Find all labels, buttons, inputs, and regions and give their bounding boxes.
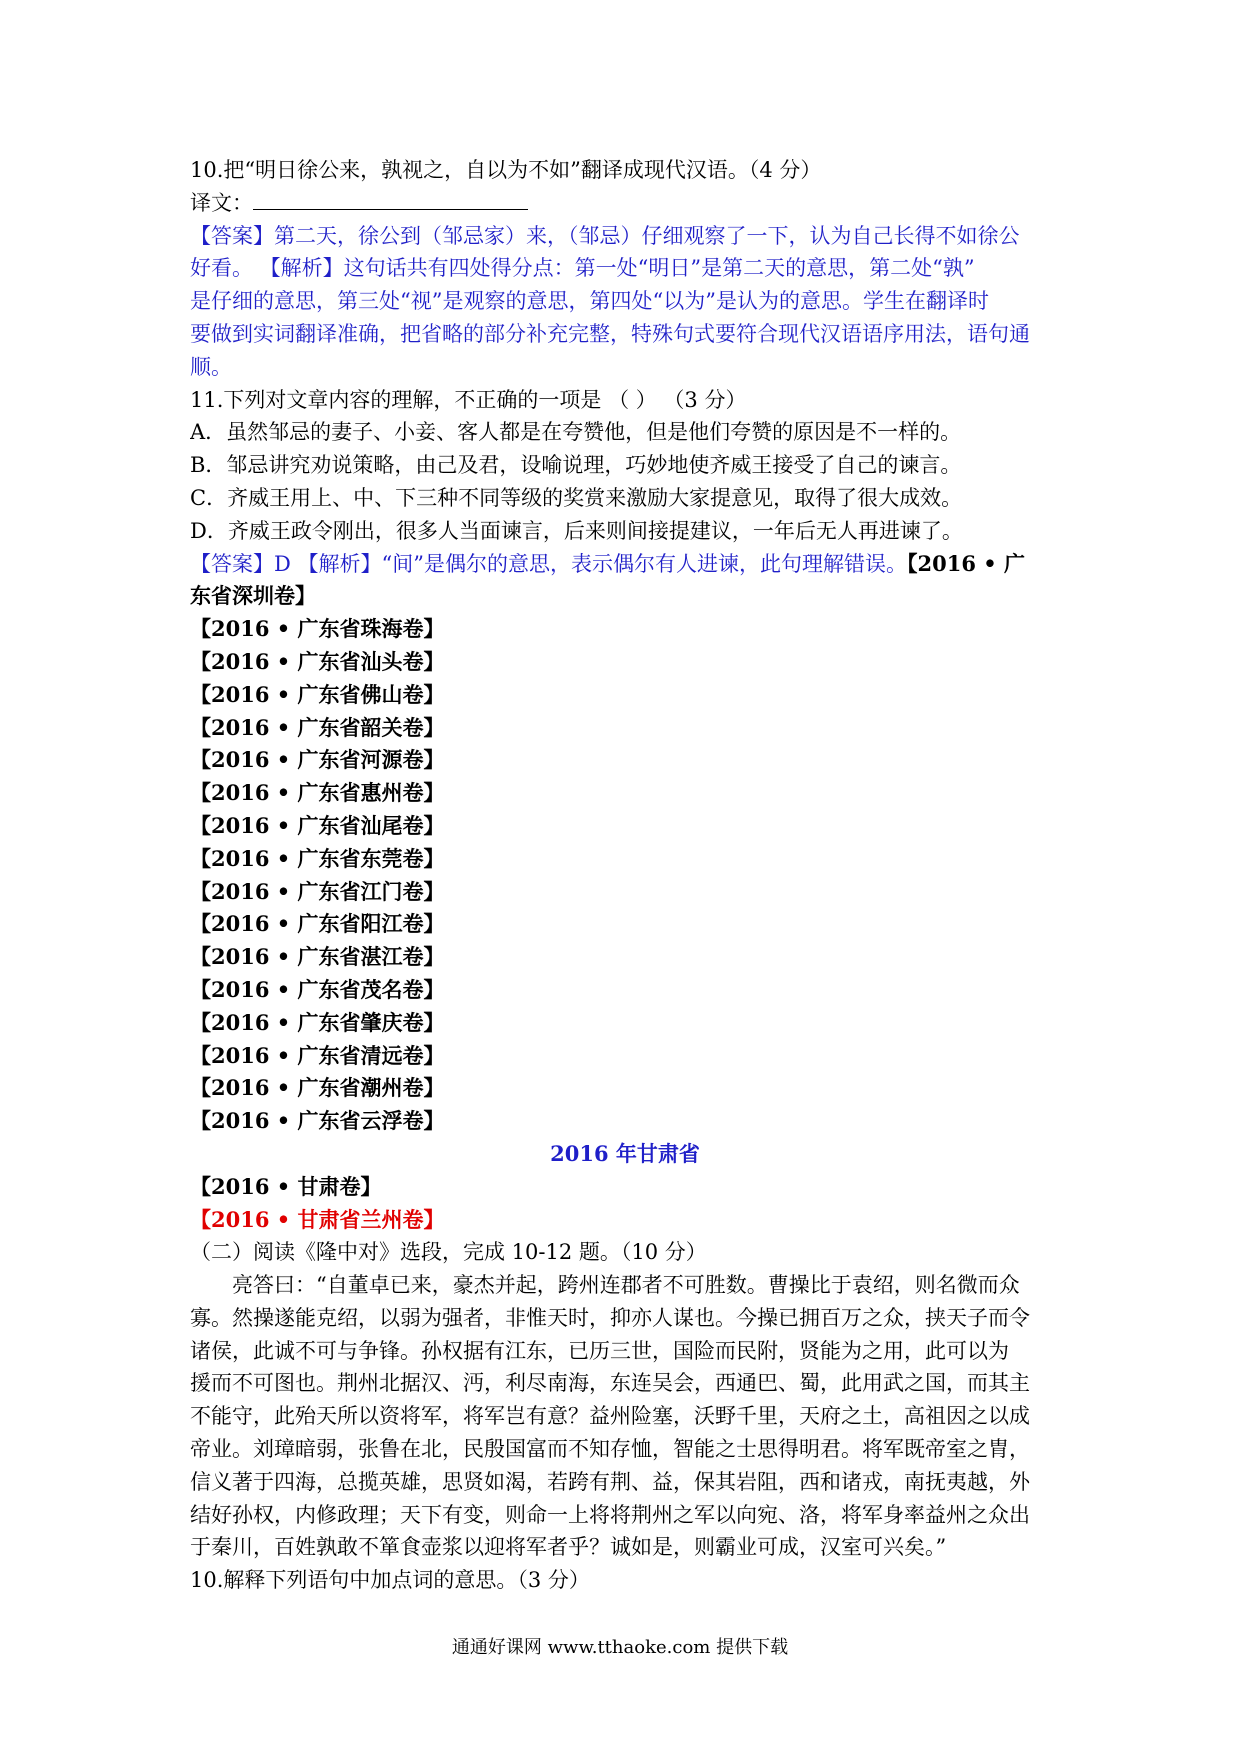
passage-line: 援而不可图也。荆州北据汉、沔，利尽南海，东连吴会，西通巴、蜀，此用武之国，而其主	[190, 1371, 1030, 1396]
question-10-explain: 10.解释下列语句中加点词的意思。（3 分）	[190, 1568, 590, 1593]
question-11: 11.下列对文章内容的理解，不正确的一项是 （ ） （3 分）	[190, 387, 747, 412]
section-header-shenzhen-start: 【2016 • 广	[906, 550, 1025, 576]
passage-line: 结好孙权，内修政理；天下有变，则命一上将将荆州之军以向宛、洛，将军身率益州之众出	[190, 1502, 1030, 1527]
section-header: 【2016 • 广东省汕头卷】	[190, 648, 445, 674]
section-header: 【2016 • 广东省惠州卷】	[190, 780, 445, 806]
option-a: A．虽然邹忌的妻子、小妾、客人都是在夸赞他，但是他们夸赞的原因是不一样的。	[190, 420, 962, 445]
section-header: 【2016 • 广东省阳江卷】	[190, 911, 445, 937]
section-header: 【2016 • 广东省肇庆卷】	[190, 1009, 445, 1035]
document-page	[190, 154, 1060, 1597]
passage-line: 帝业。刘璋暗弱，张鲁在北，民殷国富而不知存恤，智能之士思得明君。将军既帝室之胄，	[190, 1437, 1030, 1462]
section-header-shenzhen-end: 东省深圳卷】	[190, 583, 316, 609]
answer-11-text: 【答案】D 【解析】“间”是偶尔的意思，表示偶尔有人进谏，此句理解错误。	[190, 551, 907, 576]
answer-blank-line	[253, 191, 528, 210]
section-header: 【2016 • 广东省云浮卷】	[190, 1108, 445, 1134]
page-footer: 通通好课网 www.tthaoke.com 提供下载	[451, 1637, 789, 1658]
question-10-translate: 10.把“明日徐公来，孰视之，自以为不如”翻译成现代汉语。（4 分）	[190, 158, 822, 182]
reading-intro: （二）阅读《隆中对》选段，完成 10-12 题。（10 分）	[190, 1240, 707, 1265]
option-b: B．邹忌讲究劝说策略，由己及君，设喻说理，巧妙地使齐威王接受了自己的谏言。	[190, 453, 962, 478]
section-header: 【2016 • 广东省清远卷】	[190, 1042, 445, 1068]
answer-11-row	[190, 548, 1060, 581]
section-header-gansu: 【2016 • 甘肃卷】	[190, 1173, 382, 1199]
option-c: C．齐威王用上、中、下三种不同等级的奖赏来激励大家提意见，取得了很大成效。	[190, 485, 963, 510]
option-d: D．齐威王政令刚出，很多人当面谏言，后来则间接提建议，一年后无人再进谏了。	[190, 518, 963, 543]
answer-line: 好看。 【解析】这句话共有四处得分点：第一处“明日”是第二天的意思，第二处“孰”	[190, 256, 975, 281]
section-header: 【2016 • 广东省河源卷】	[190, 747, 445, 773]
section-header: 【2016 • 广东省东莞卷】	[190, 845, 445, 871]
passage-line: 信义著于四海，总揽英雄，思贤如渴，若跨有荆、益，保其岩阻，西和诸戎，南抚夷越，外	[190, 1469, 1030, 1494]
translation-blank-row	[190, 187, 1060, 220]
section-header-lanzhou: 【2016 • 甘肃省兰州卷】	[190, 1206, 445, 1232]
section-header: 【2016 • 广东省汕尾卷】	[190, 812, 445, 838]
section-header: 【2016 • 广东省湛江卷】	[190, 944, 445, 970]
section-header: 【2016 • 广东省江门卷】	[190, 878, 445, 904]
passage-line: 不能守，此殆天所以资将军，将军岂有意？益州险塞，沃野千里，天府之土，高祖因之以成	[190, 1404, 1030, 1429]
answer-line: 要做到实词翻译准确，把省略的部分补充完整，特殊句式要符合现代汉语语序用法，语句通	[190, 321, 1030, 346]
passage-line: 亮答曰：“自董卓已来，豪杰并起，跨州连郡者不可胜数。曹操比于袁绍，则名微而众	[232, 1273, 1020, 1298]
section-header: 【2016 • 广东省茂名卷】	[190, 976, 445, 1002]
section-header: 【2016 • 广东省潮州卷】	[190, 1075, 445, 1101]
translation-label: 译文：	[190, 190, 253, 215]
passage-line: 寡。然操遂能克绍，以弱为强者，非惟天时，抑亦人谋也。今操已拥百万之众，挟天子而令	[190, 1305, 1030, 1330]
province-title: 2016 年甘肃省	[550, 1140, 700, 1166]
answer-line: 【答案】第二天，徐公到（邹忌家）来，（邹忌）仔细观察了一下，认为自己长得不如徐公	[190, 223, 1020, 248]
section-header: 【2016 • 广东省珠海卷】	[190, 616, 445, 642]
answer-line: 是仔细的意思，第三处“视”是观察的意思，第四处“以为”是认为的意思。学生在翻译时	[190, 289, 989, 314]
section-header: 【2016 • 广东省韶关卷】	[190, 714, 445, 740]
answer-line: 顺。	[190, 354, 232, 379]
passage-line: 诸侯，此诚不可与争锋。孙权据有江东，已历三世，国险而民附，贤能为之用，此可以为	[190, 1338, 1009, 1363]
passage-line: 于秦川，百姓孰敢不箪食壶浆以迎将军者乎？诚如是，则霸业可成，汉室可兴矣。”	[190, 1535, 947, 1560]
section-header: 【2016 • 广东省佛山卷】	[190, 681, 445, 707]
